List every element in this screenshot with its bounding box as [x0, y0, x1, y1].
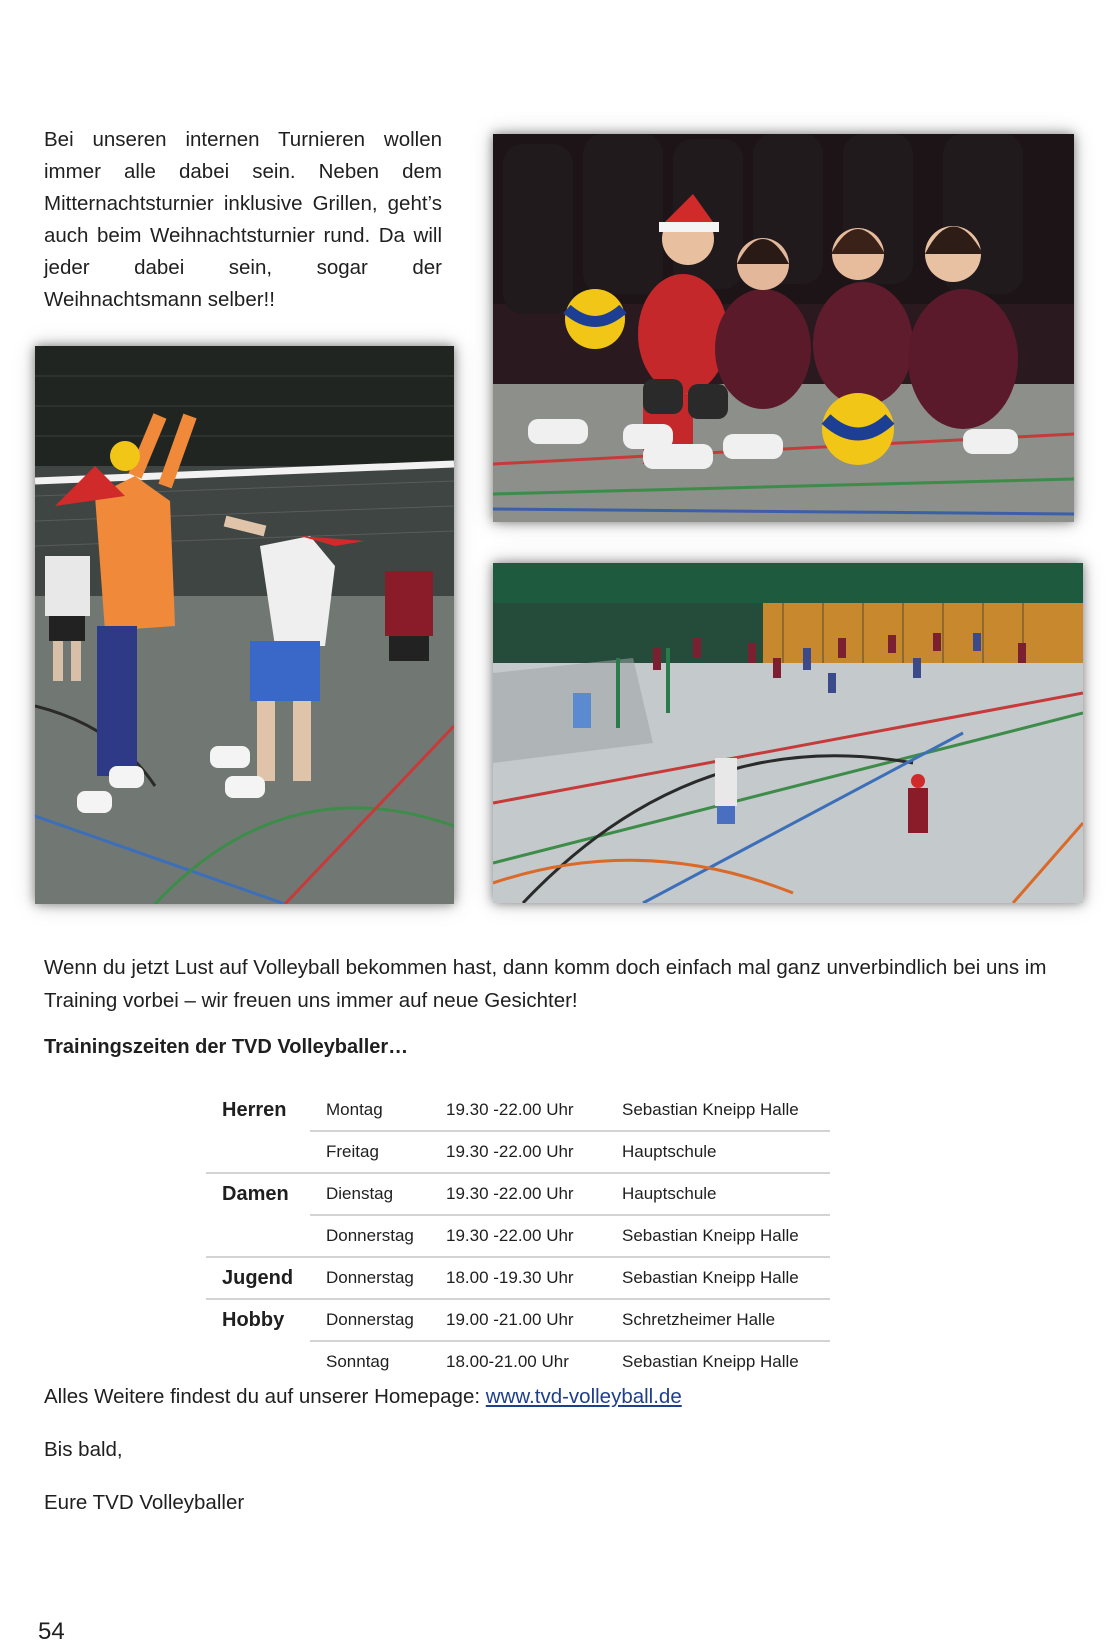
- group-label: Herren: [222, 1099, 287, 1121]
- team-santa-photo: [493, 134, 1074, 522]
- group-label: Jugend: [206, 1257, 310, 1299]
- invitation-paragraph: Wenn du jetzt Lust auf Volleyball bekommen hast, dann komm doch einfach mal ganz unverbindlich bei uns im Training vorbei – wir freuen uns immer auf neue Gesichter!: [44, 956, 1047, 1012]
- place-cell: Sebastian Kneipp Halle: [622, 1100, 799, 1119]
- time-cell: 19.30 -22.00 Uhr: [430, 1215, 606, 1257]
- time-cell: 19.30 -22.00 Uhr: [446, 1100, 574, 1119]
- intro-text: Bei unseren internen Turnieren wollen immer alle dabei sein. Neben dem Mitternachtsturnier inklusive Grillen, geht’s auch beim Weihnachtsturnier rund. Da will jeder dabei sein, sogar der Weihnachtsmann selber!!: [44, 128, 442, 311]
- table-row: [206, 1257, 830, 1299]
- training-schedule-table: [206, 1090, 830, 1382]
- table-row: [206, 1173, 830, 1215]
- day-cell: Sonntag: [310, 1341, 430, 1382]
- day-cell: Freitag: [310, 1131, 430, 1173]
- time-cell: 18.00-21.00 Uhr: [430, 1341, 606, 1382]
- group-label: Hobby: [206, 1299, 310, 1341]
- place-cell: Hauptschule: [606, 1173, 830, 1215]
- time-cell: 19.00 -21.00 Uhr: [430, 1299, 606, 1341]
- homepage-text: Alles Weitere findest du auf unserer Homepage:: [44, 1385, 486, 1408]
- day-cell: Donnerstag: [310, 1215, 430, 1257]
- signature-text: Eure TVD Volleyballer: [44, 1491, 245, 1514]
- table-row: [206, 1131, 830, 1173]
- closing-text: Bis bald,: [44, 1438, 123, 1461]
- place-cell: Sebastian Kneipp Halle: [606, 1215, 830, 1257]
- place-cell: Sebastian Kneipp Halle: [606, 1257, 830, 1299]
- day-cell: Donnerstag: [310, 1257, 430, 1299]
- table-row: [206, 1341, 830, 1382]
- day-cell: Donnerstag: [310, 1299, 430, 1341]
- place-cell: Hauptschule: [606, 1131, 830, 1173]
- net-block-photo: [35, 346, 454, 904]
- schedule-heading: Trainingszeiten der TVD Volleyballer…: [44, 1036, 409, 1058]
- page-number: 54: [38, 1618, 65, 1645]
- place-cell: Schretzheimer Halle: [606, 1299, 830, 1341]
- homepage-link[interactable]: www.tvd-volleyball.de: [485, 1385, 682, 1408]
- group-label: [206, 1341, 310, 1382]
- day-cell: Dienstag: [310, 1173, 430, 1215]
- group-label: [206, 1215, 310, 1257]
- time-cell: 18.00 -19.30 Uhr: [430, 1257, 606, 1299]
- homepage-line: [44, 1385, 682, 1409]
- day-cell: Montag: [326, 1100, 383, 1119]
- group-label: Damen: [206, 1173, 310, 1215]
- sports-hall-photo: [493, 563, 1083, 903]
- table-row: [206, 1215, 830, 1257]
- table-row: [206, 1299, 830, 1341]
- place-cell: Sebastian Kneipp Halle: [606, 1341, 830, 1382]
- time-cell: 19.30 -22.00 Uhr: [430, 1173, 606, 1215]
- group-label: [206, 1131, 310, 1173]
- time-cell: 19.30 -22.00 Uhr: [430, 1131, 606, 1173]
- table-row: [206, 1090, 830, 1131]
